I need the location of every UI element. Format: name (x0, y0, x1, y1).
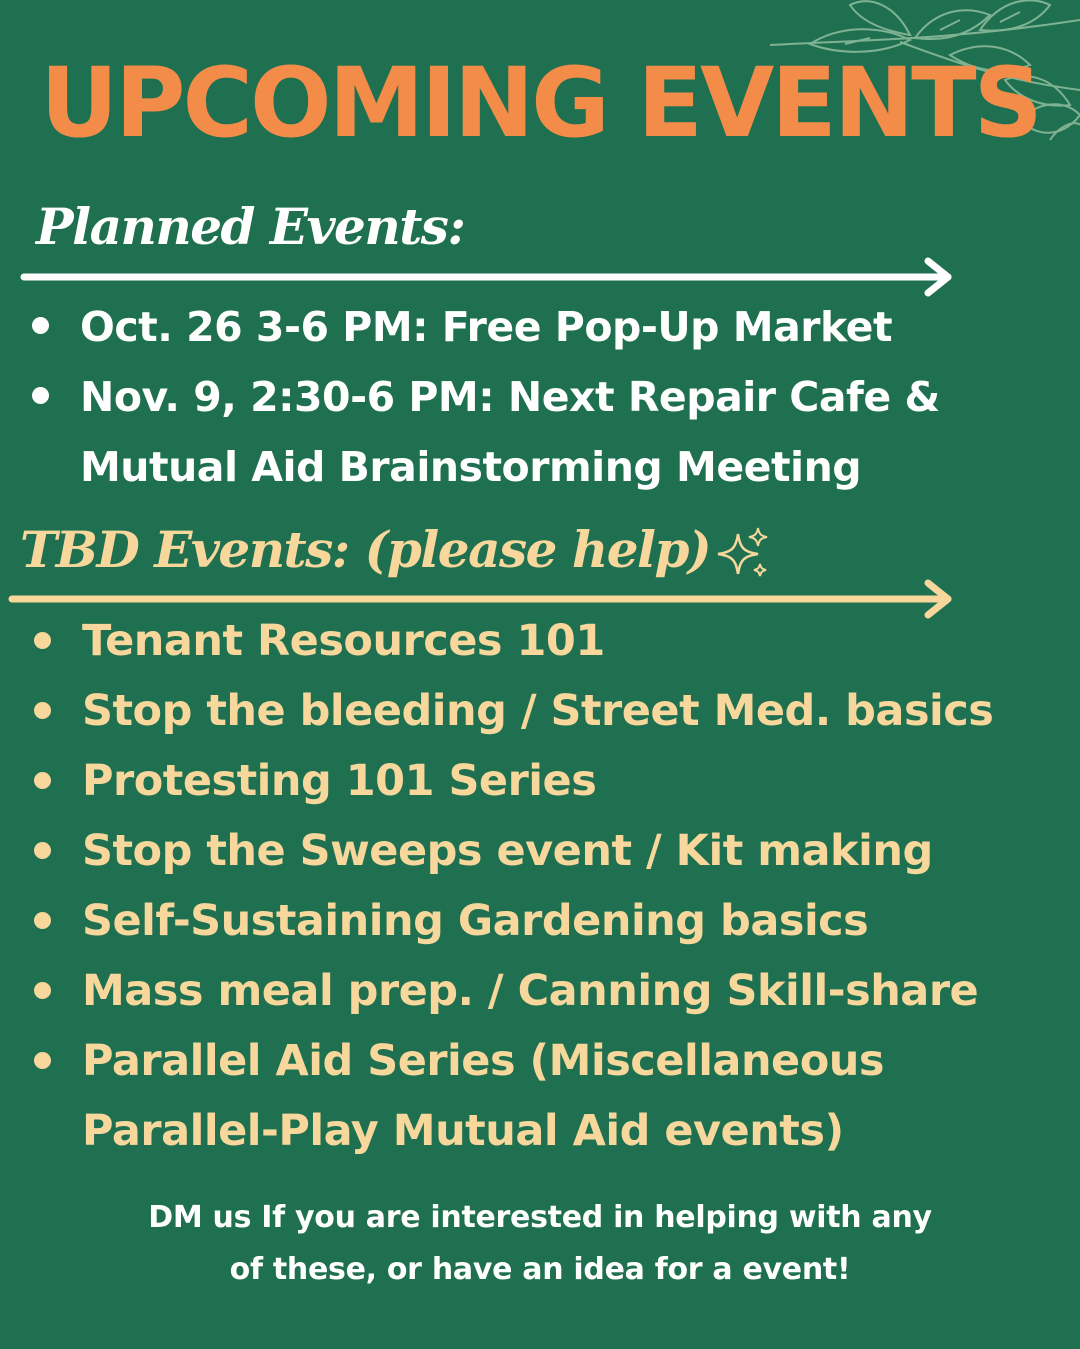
list-item: Stop the Sweeps event / Kit making (30, 816, 1070, 886)
list-item: Parallel Aid Series (Miscellaneous Parallel-Play Mutual Aid events) (30, 1026, 1070, 1166)
page-title: UPCOMING EVENTS (40, 47, 1040, 159)
list-item: Mass meal prep. / Canning Skill-share (30, 956, 1070, 1026)
footer-note: DM us If you are interested in helping with any of these, or have an idea for a event! (148, 1200, 932, 1287)
sparkle-icon (716, 526, 772, 582)
list-item: Stop the bleeding / Street Med. basics (30, 676, 1070, 746)
planned-events-list (28, 292, 1068, 502)
list-item: Protesting 101 Series (30, 746, 1070, 816)
planned-events-heading: Planned Events: (36, 197, 465, 256)
tbd-events-heading-text: TBD Events: (please help) (20, 520, 711, 579)
list-item: Self-Sustaining Gardening basics (30, 886, 1070, 956)
list-item: Nov. 9, 2:30-6 PM: Next Repair Cafe & Mutual Aid Brainstorming Meeting (28, 362, 1068, 502)
tbd-events-heading (20, 518, 772, 582)
tbd-events-list (30, 606, 1070, 1166)
list-item: Oct. 26 3-6 PM: Free Pop-Up Market (28, 292, 1068, 362)
list-item: Tenant Resources 101 (30, 606, 1070, 676)
